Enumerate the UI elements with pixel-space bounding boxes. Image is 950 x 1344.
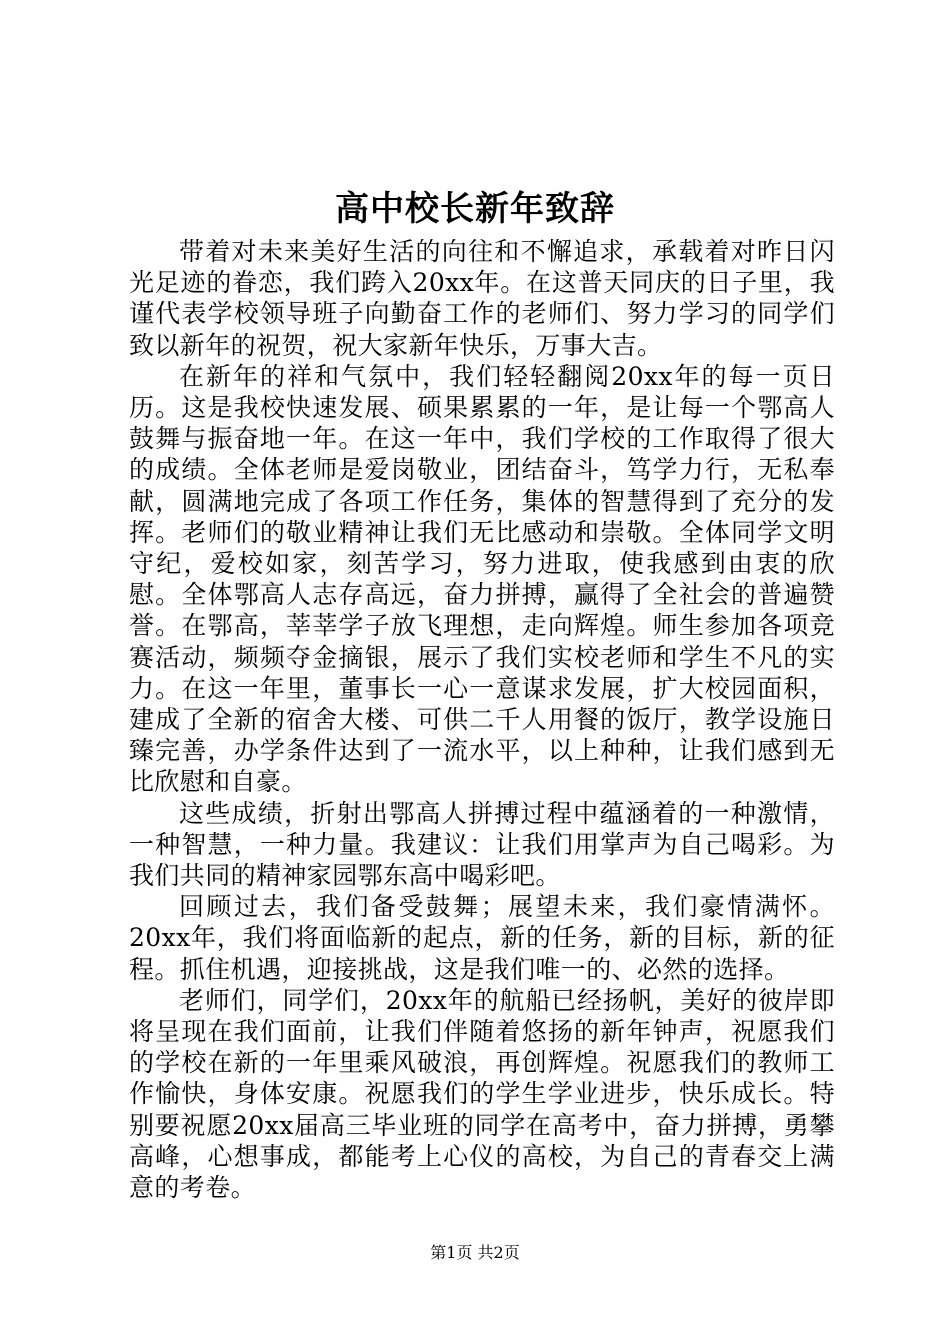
paragraph-3: 这些成绩，折射出鄂高人拼搏过程中蕴涵着的一种激情，一种智慧，一种力量。我建议：让我们用掌声为自己喝彩。为我们共同的精神家园鄂东高中喝彩吧。	[129, 798, 835, 891]
paragraph-1: 带着对未来美好生活的向往和不懈追求，承载着对昨日闪光足迹的眷恋，我们跨入20xx年。在这普天同庆的日子里，我谨代表学校领导班子向勤奋工作的老师们、努力学习的同学们致以新年的祝贺，祝大家新年快乐，万事大吉。	[129, 237, 835, 360]
document-body	[129, 236, 835, 1203]
page-footer: 第1页 共2页	[430, 1243, 520, 1262]
document-title: 高中校长新年致辞	[335, 189, 615, 229]
paragraph-4: 回顾过去，我们备受鼓舞；展望未来，我们豪情满怀。20xx年，我们将面临新的起点，新的任务，新的目标，新的征程。抓住机遇，迎接挑战，这是我们唯一的、必然的选择。	[129, 892, 835, 984]
paragraph-2: 在新年的祥和气氛中，我们轻轻翻阅20xx年的每一页日历。这是我校快速发展、硕果累累的一年，是让每一个鄂高人鼓舞与振奋地一年。在这一年中，我们学校的工作取得了很大的成绩。全体老师是爱岗敬业，团结奋斗，笃学力行，无私奉献，圆满地完成了各项工作任务，集体的智慧得到了充分的发挥。老师们的敬业精神让我们无比感动和崇敬。全体同学文明守纪，爱校如家，刻苦学习，努力进取，使我感到由衷的欣慰。全体鄂高人志存高远，奋力拼搏，赢得了全社会的普遍赞誉。在鄂高，莘莘学子放飞理想，走向辉煌。师生参加各项竞赛活动，频频夺金摘银，展示了我们实校老师和学生不凡的实力。在这一年里，董事长一心一意谋求发展，扩大校园面积，建成了全新的宿舍大楼、可供二千人用餐的饭厅，教学设施日臻完善，办学条件达到了一流水平，以上种种，让我们感到无比欣慰和自豪。	[129, 361, 835, 797]
paragraph-5: 老师们，同学们，20xx年的航船已经扬帆，美好的彼岸即将呈现在我们面前，让我们伴随着悠扬的新年钟声，祝愿我们的学校在新的一年里乘风破浪，再创辉煌。祝愿我们的教师工作愉快，身体安康。祝愿我们的学生学业进步，快乐成长。特别要祝愿20xx届高三毕业班的同学在高考中，奋力拼搏，勇攀高峰，心想事成，都能考上心仪的高校，为自己的青春交上满意的考卷。	[129, 985, 835, 1203]
